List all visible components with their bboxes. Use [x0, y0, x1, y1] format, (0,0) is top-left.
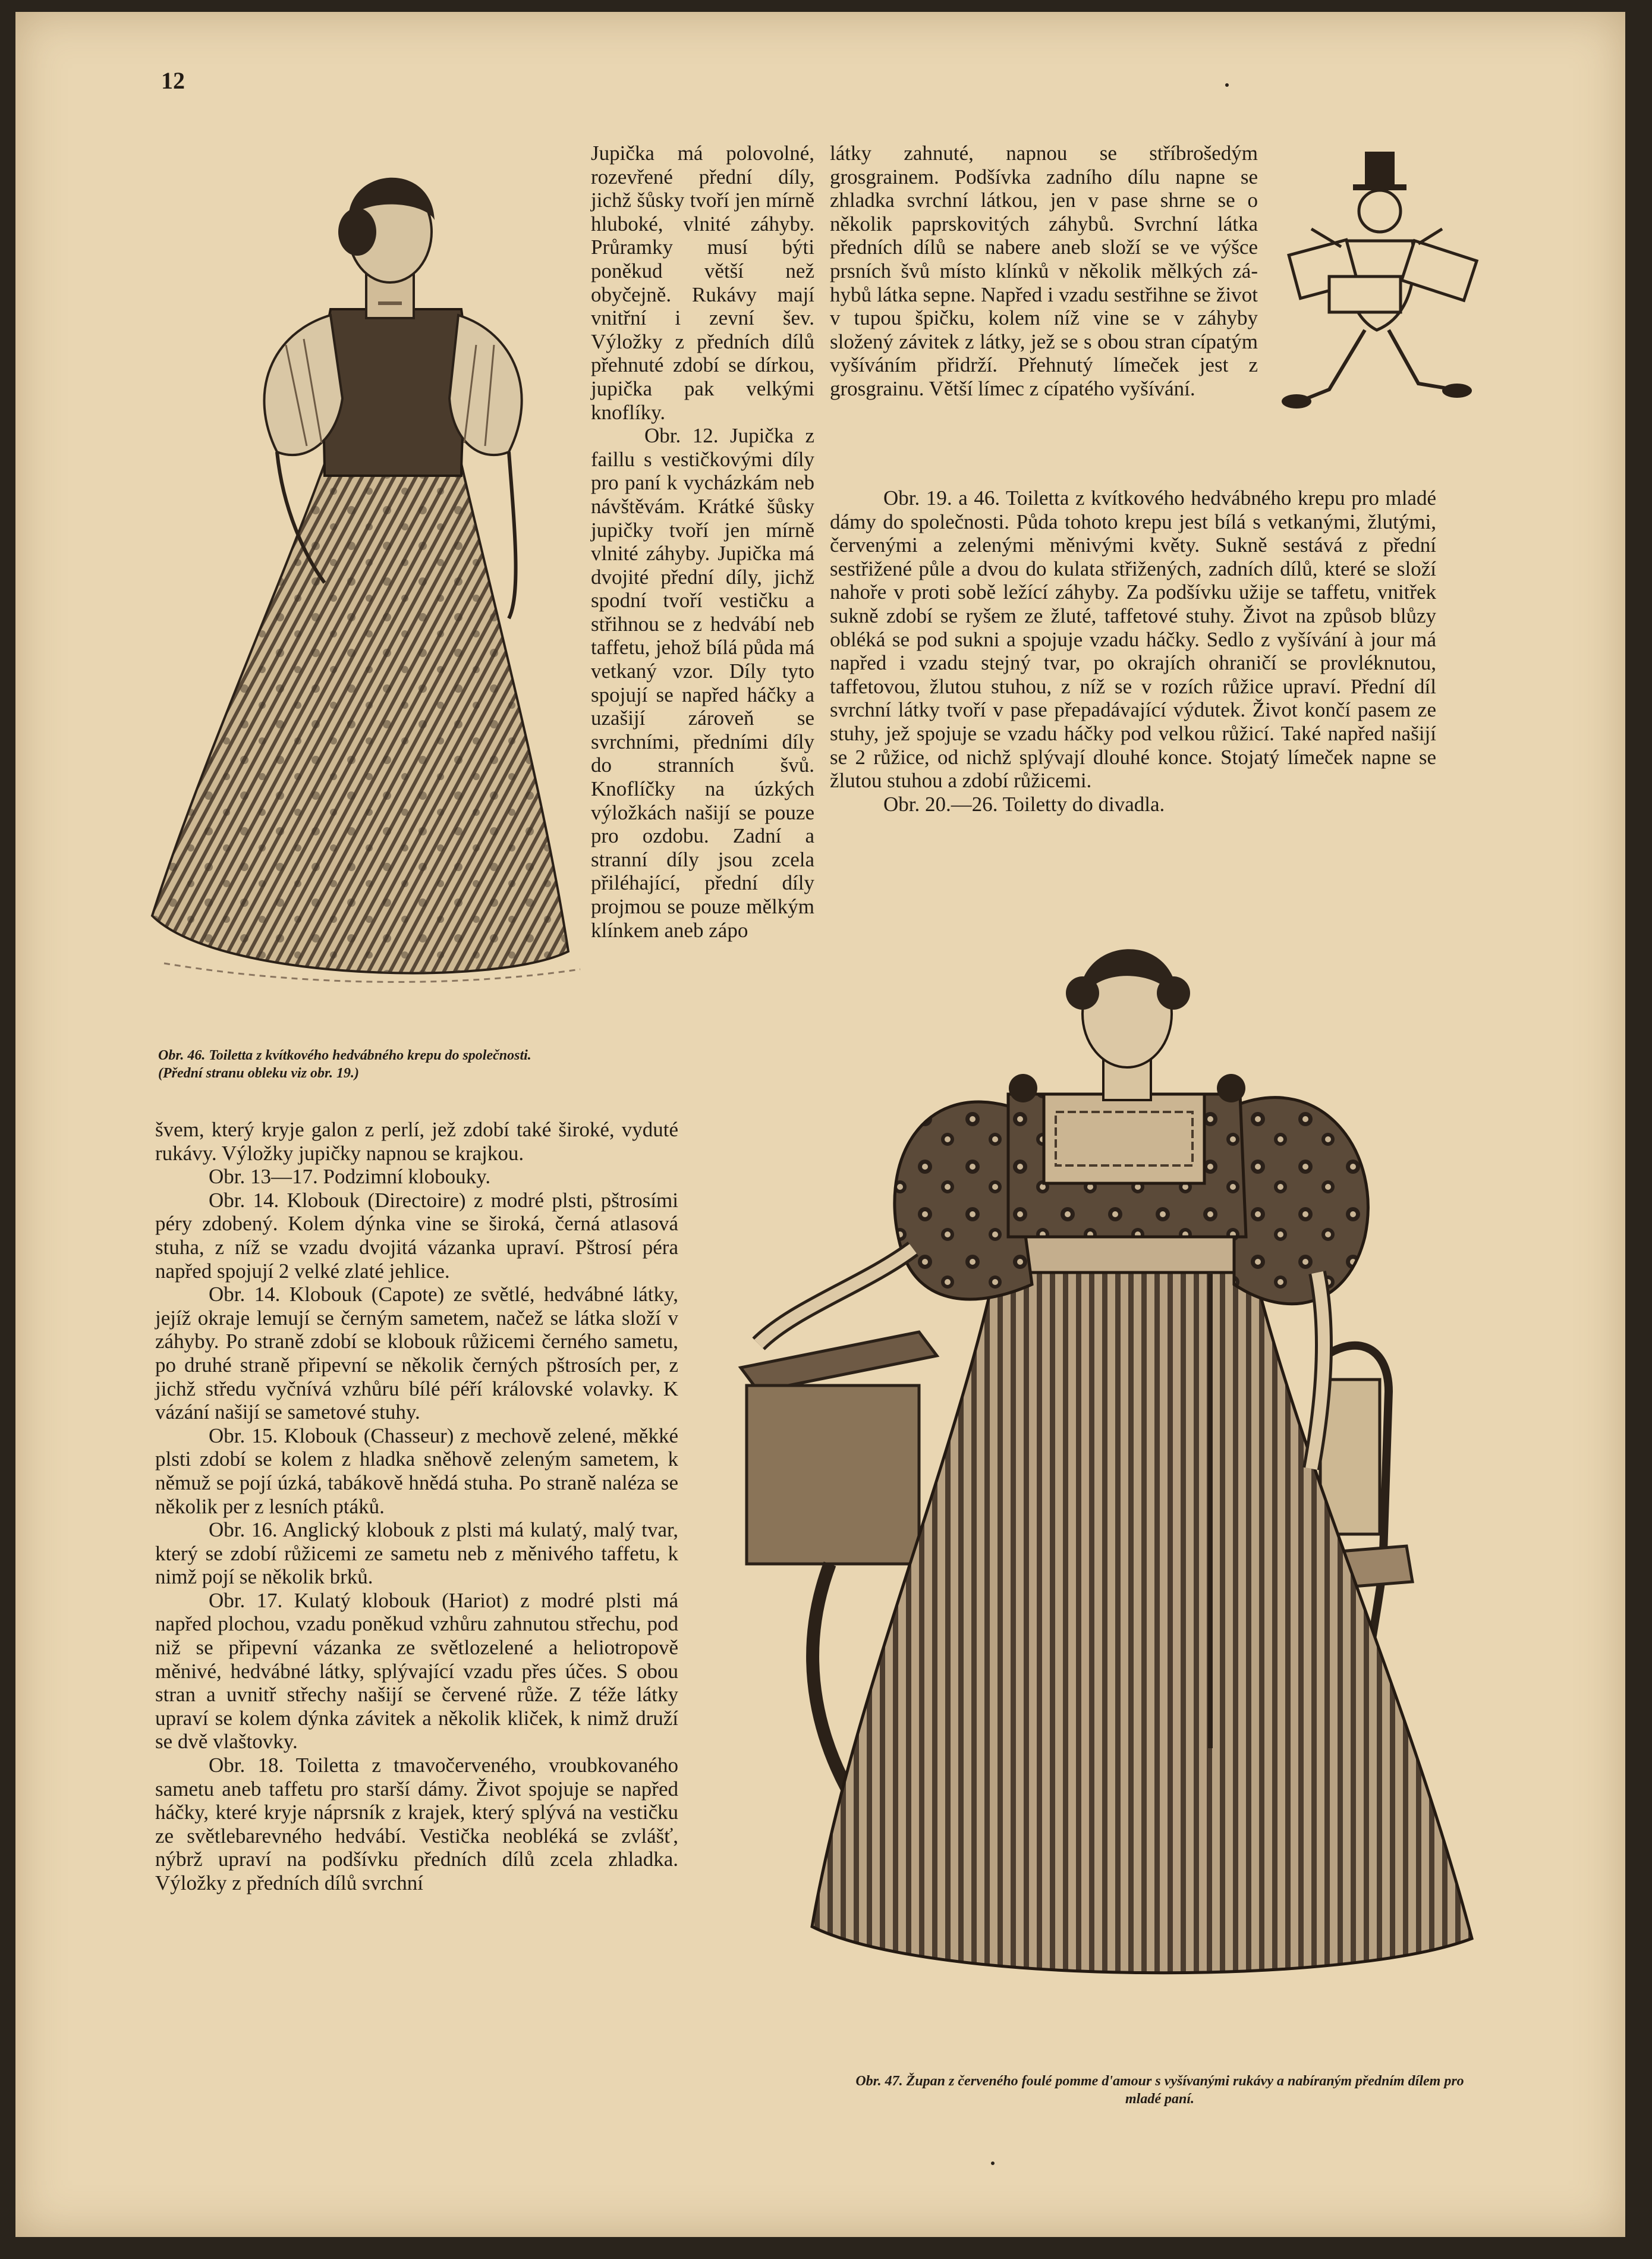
paragraph: Obr. 15. Klobouk (Chasseur) z mechově zelené, měkké plsti zdobí se kolem z hladka sněhově zeleným sametem, k němuž se pojí úzká, tabákově hnědá stuha. Po straně naléza se několik per z lesních ptáků.: [155, 1424, 678, 1518]
paragraph: Obr. 12. Jupička z faillu s vestičkovými díly pro paní k vycházkám neb návštěvám. Krátké šůsky jupičky tvoří jen mírně vlnité záhyby. Jupička má dvojité přední díly, jichž spodní tvoří vestičku a střihnou se z hedvábí neb taffetu, jehož bílá půda má vetkaný vzor. Díly tyto spojují se napřed háčky a uzašijí zároveň se svrchními, předními díly do stranních švů. Knoflíčky na úzkých výložkách našijí se pouze pro ozdobu. Zadní a stranní díly jsou zcela přiléhající, přední díly projmou se pouze mělkým klínkem aneb zápo: [591, 424, 814, 942]
column-1-bottom-text: [155, 1118, 678, 1895]
paragraph: Obr. 16. Anglický klobouk z plsti má kulatý, malý tvar, který se zdobí růžicemi ze sametu neb z měnivého taffetu, k nimž pojí se několik brků.: [155, 1518, 678, 1589]
decorative-dot: [1225, 83, 1229, 87]
fig47-caption: Obr. 47. Župan z červeného foulé pomme d'amour s vyšívanými rukávy a nabíraným předním dílem pro mladé paní.: [855, 2073, 1464, 2107]
paragraph: švem, který kryje galon z perlí, jež zdobí také široké, vyduté rukávy. Výložky jupičky napnou se krajkou.: [155, 1118, 678, 1165]
paragraph: Obr. 17. Kulatý klobouk (Hariot) z modré plsti má napřed plochou, vzadu poněkud vzhůru zahnutou střechu, pod niž se připevní vázanka ze světlozelené a heliotropově měnivé, hedvábné látky, splývající vzadu přes účes. S obou stran a uvnitř střechy našijí se červené růže. Z téže látky upraví se kolem dýnka závitek a několik kliček, k nimž druží se dvě vlaštovky.: [155, 1588, 678, 1754]
decorative-dot: [991, 2161, 995, 2165]
magazine-page: [15, 12, 1625, 2237]
fig46-illustration: [128, 143, 592, 1023]
page-number: 12: [161, 67, 185, 94]
fig46-caption: Obr. 46. Toiletta z kvítkového hedvábného krepu do společnosti. (Přední stranu obleku viz obr. 19.): [158, 1048, 531, 1081]
paragraph: Obr. 20.—26. Toiletty do divadla.: [883, 792, 1165, 816]
paragraph: Obr. 13—17. Podzimní klobouky.: [209, 1165, 491, 1189]
vignette-illustration: [1276, 140, 1502, 437]
column-3-text: [830, 142, 1258, 401]
paragraph: látky zahnuté, napnou se stříbrošedým grosgrainem. Podšívka zadního dílu napne se zhladka svrchní látkou, jen v pase shrne se o několik paprskovitých záhybů. Svrchní látka předních dílů se nabere aneb složí se ve výšce prsních švů místo klínků v několik mělkých záhybů látka sepne. Napřed i vzadu sestřihne se život v tupou špičku, kolem níž vine se v záhyby složený závitek z látky, jež se s obou stran cípatým vyšíváním přidrží. Přehnutý límeček jest z grosgrainu. Větší límec z cípatého vyšívání.: [830, 142, 1258, 400]
paragraph: Obr. 19. a 46. Toiletta z kvítkového hedvábného krepu pro mladé dámy do společnosti. Půda tohoto krepu jest bílá s vetkanými, žlutými, červenými a zelenými měnivými květy. Sukně sestává z přední sestřižené půle a dvou do kulata střižených, zadních dílů, které se složí nahoře v proti sobě ležící záhyby. Za podšívku užije se taffetu, vnitřek sukně zdobí se ryšem ze žluté, taffetové stuhy. Život na způsob blůzy obléká se pod sukni a spojuje vzadu háčky. Sedlo z vyšívání à jour má napřed i vzadu stejný tvar, po okrajích ohraničí se provléknutou, taffetovou, žlutou stuhou, z níž se v rozích růžice upraví. Přední díl svrchní látky tvoří v pase přepadávající výdutek. Život končí pasem ze stuhy, jež spojuje se vzadu háčky pod velkou růžicí. Také napřed našijí se 2 růžice, od nichž splývají dlouhé konce. Stojatý límeček napne se žlutou stuhou a zdobí růžicemi.: [830, 486, 1436, 793]
paragraph: Obr. 14. Klobouk (Directoire) z modré plsti, pštrosími péry zdobený. Kolem dýnka vine se široká, černá atlasová stuha, z níž se vzadu dvojitá vázanka upraví. Pštrosí péra napřed spojují 2 velké zlaté jehlice.: [155, 1188, 678, 1283]
fig47-illustration: [723, 916, 1531, 2046]
column-3-wide-text: [830, 486, 1436, 816]
paragraph: Jupička má polovolné, rozevřené přední díly, jichž šůsky tvoří jen mírně hluboké, vlnité záhyby. Průramky musí býti poněkud větší než obyčejně. Rukávy mají vnitřní i zevní šev. Výložky z předních dílů přehnuté zdobí se dírkou, jupička pak velkými knoflíky.: [591, 142, 814, 424]
paragraph: Obr. 18. Toiletta z tmavočerveného, vroubkovaného sametu aneb taffetu pro starší dámy. Život spojuje se napřed háčky, které kryje náprsník z krajek, který splývá na vestičku ze světlebarevného hedvábí. Vestička neobléká se zvlášť, nýbrž upraví na podšívku předních dílů zcela zhladka. Výložky z předních dílů svrchní: [155, 1754, 678, 1894]
column-1-text: [591, 142, 814, 942]
paragraph: Obr. 14. Klobouk (Capote) ze světlé, hedvábné látky, jejíž okraje lemují se černým sametem, načež se látka složí v záhyby. Po straně zdobí se klobouk růžicemi černého sametu, po druhé straně připevní se několik černých pštrosích per, z jichž středu vyčnívá vzhůru bílé péří královské volavky. K vázání našijí se sametové stuhy.: [155, 1283, 678, 1424]
